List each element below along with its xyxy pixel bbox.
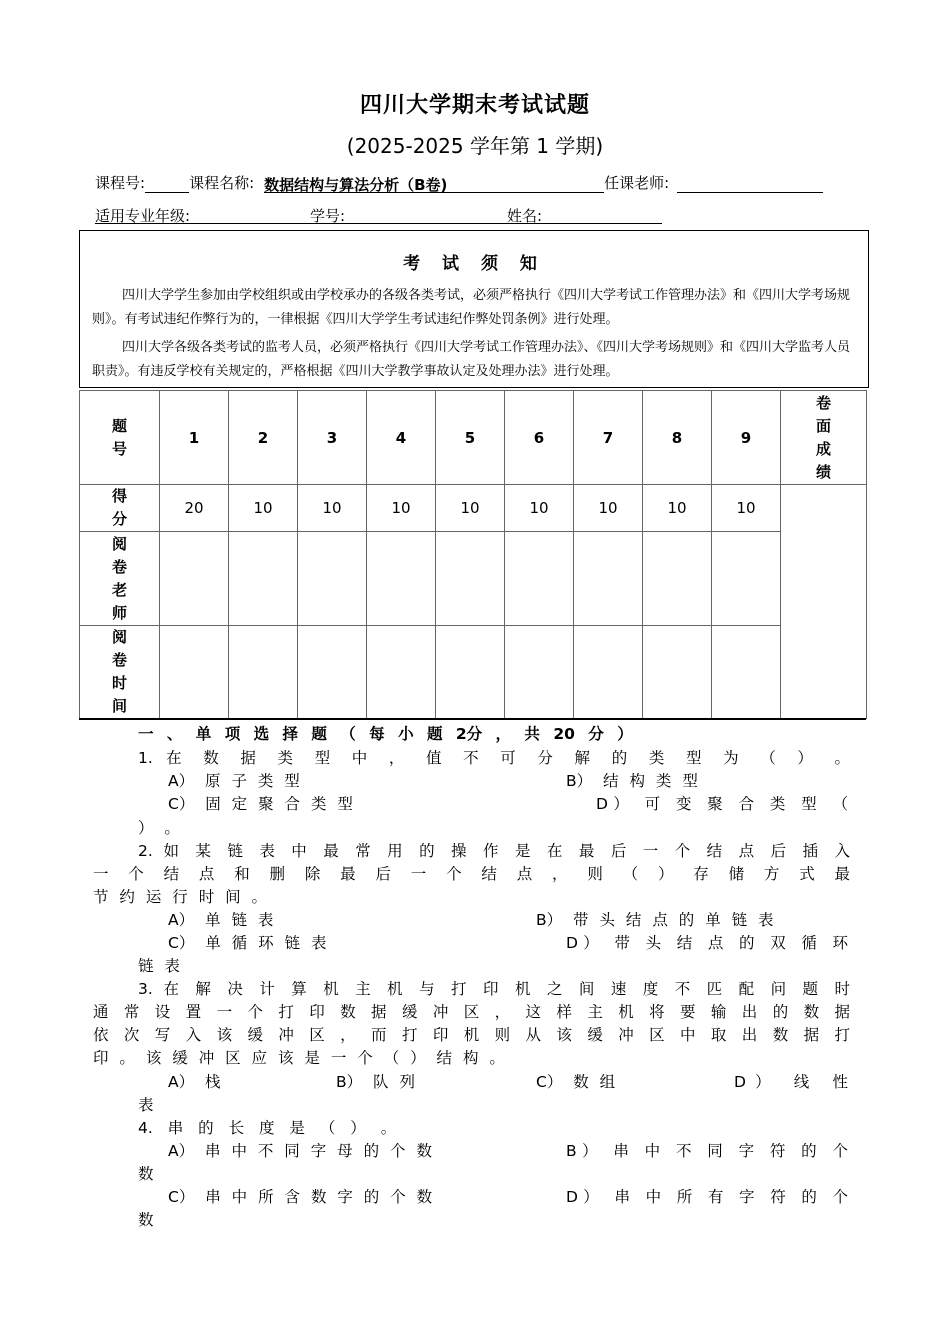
notice-paragraph-1: 四川大学学生参加由学校组织或由学校承办的各级各类考试，必须严格执行《四川大学考试工作管理办法》和《四川大学考场规则》。有考试违纪作弊行为的，一律根据《四川大学学生考试违纪作弊处罚条例》进行处理。 — [92, 288, 851, 327]
total-score-label: 卷 面 成 绩 — [781, 391, 867, 485]
q1-option-c: C） 固 定 聚 合 类 型 — [168, 795, 353, 813]
student-no-field — [310, 205, 507, 224]
grading-time-cell[interactable] — [436, 626, 505, 719]
question-number: 8 — [643, 391, 712, 485]
question-3-line-2: 通 常 设 置 一 个 打 印 数 据 缓 冲 区 ， 这 样 主 机 将 要 输 出 的 数 据 — [93, 1003, 850, 1021]
total-score-cell[interactable] — [781, 485, 867, 719]
major-field — [95, 205, 310, 224]
teacher-label: 任课老师: — [604, 174, 670, 192]
q3-tail: 表 — [138, 1096, 154, 1114]
question-label: 题 号 — [80, 391, 160, 485]
grader-cell[interactable] — [298, 532, 367, 626]
page-title: 四川大学期末考试试题 — [359, 93, 590, 118]
grading-time-row — [80, 626, 867, 719]
question-number: 9 — [712, 391, 781, 485]
course-info-row — [95, 172, 823, 193]
table-bottom-rule — [79, 718, 866, 720]
name-field — [507, 205, 662, 224]
q4-option-a: A） 串 中 不 同 字 母 的 个 数 — [168, 1142, 432, 1160]
q2-tail: 链 表 — [138, 957, 180, 975]
question-2-line-2: 一 个 结 点 和 删 除 最 后 一 个 结 点 ， 则 （ ） 存 储 方 式 最 — [93, 865, 850, 883]
score-cell: 10 — [298, 485, 367, 532]
question-3-line-1: 3. 在 解 决 计 算 机 主 机 与 打 印 机 之 间 速 度 不 匹 配 问 题 时 — [138, 980, 850, 998]
score-table — [79, 390, 867, 719]
score-cell: 10 — [643, 485, 712, 532]
question-number: 7 — [574, 391, 643, 485]
grading-time-cell[interactable] — [229, 626, 298, 719]
major-label: 适用专业年级: — [95, 207, 191, 225]
q1-tail: ） 。 — [138, 819, 180, 837]
grading-time-cell[interactable] — [298, 626, 367, 719]
q3-option-a: A） 栈 — [168, 1073, 221, 1091]
student-info-row — [95, 205, 662, 224]
course-name-value: 数据结构与算法分析（B卷) — [264, 174, 604, 193]
question-number: 6 — [505, 391, 574, 485]
q2-option-d: D） 带 头 结 点 的 双 循 环 — [566, 934, 848, 952]
question-2-line-3: 节 约 运 行 时 间 。 — [93, 888, 268, 906]
question-number: 5 — [436, 391, 505, 485]
q4-option-b: B） 串 中 不 同 字 符 的 个 — [566, 1142, 848, 1160]
q4-option-d-tail: 数 — [138, 1211, 154, 1229]
grader-cell[interactable] — [712, 532, 781, 626]
q2-option-a: A） 单 链 表 — [168, 911, 274, 929]
grading-time-cell[interactable] — [643, 626, 712, 719]
q3-option-c: C） 数 组 — [536, 1073, 616, 1091]
score-row — [80, 485, 867, 532]
grader-row — [80, 532, 867, 626]
question-number: 2 — [229, 391, 298, 485]
q4-option-b-tail: 数 — [138, 1165, 154, 1183]
section-heading: 一 、 单 项 选 择 题 （ 每 小 题 2分 ， 共 20 分 ） — [138, 725, 633, 743]
name-label: 姓名: — [507, 207, 543, 225]
score-cell: 10 — [367, 485, 436, 532]
grading-time-cell[interactable] — [712, 626, 781, 719]
grader-cell[interactable] — [367, 532, 436, 626]
q3-option-b: B） 队 列 — [336, 1073, 415, 1091]
grader-cell[interactable] — [505, 532, 574, 626]
question-number: 1 — [160, 391, 229, 485]
semester-subtitle: (2025-2025 学年第 1 学期) — [346, 134, 604, 158]
q4-option-c: C） 串 中 所 含 数 字 的 个 数 — [168, 1188, 433, 1206]
score-cell: 10 — [436, 485, 505, 532]
question-number: 4 — [367, 391, 436, 485]
course-no-blank — [145, 174, 189, 193]
q4-option-d: D） 串 中 所 有 字 符 的 个 — [566, 1188, 848, 1206]
score-cell: 10 — [229, 485, 298, 532]
student-no-label: 学号: — [310, 207, 346, 225]
q2-option-c: C） 单 循 环 链 表 — [168, 934, 327, 952]
question-1-stem: 1. 在 数 据 类 型 中 ， 值 不 可 分 解 的 类 型 为 （ ） 。 — [138, 749, 850, 767]
course-name-label: 课程名称: — [189, 174, 255, 192]
score-cell: 10 — [712, 485, 781, 532]
q1-option-d: D） 可 变 聚 合 类 型 （ — [596, 795, 848, 813]
course-no-label: 课程号: — [95, 174, 146, 192]
grader-cell[interactable] — [574, 532, 643, 626]
exam-notice-box — [79, 230, 869, 388]
question-3-line-4: 印 。 该 缓 冲 区 应 该 是 一 个 （ ） 结 构 。 — [93, 1049, 505, 1067]
grading-time-cell[interactable] — [574, 626, 643, 719]
grading-time-label: 阅 卷 时 间 — [80, 626, 160, 719]
grader-cell[interactable] — [643, 532, 712, 626]
q2-option-b: B） 带 头 结 点 的 单 链 表 — [536, 911, 774, 929]
grading-time-cell[interactable] — [160, 626, 229, 719]
question-4-stem: 4. 串 的 长 度 是 （ ） 。 — [138, 1119, 397, 1137]
question-number: 3 — [298, 391, 367, 485]
question-3-line-3: 依 次 写 入 该 缓 冲 区 ， 而 打 印 机 则 从 该 缓 冲 区 中 取 出 数 据 打 — [93, 1026, 850, 1044]
q1-option-a: A） 原 子 类 型 — [168, 772, 300, 790]
teacher-blank — [677, 174, 823, 193]
notice-paragraph-2: 四川大学各级各类考试的监考人员，必须严格执行《四川大学考试工作管理办法》、《四川大学考场规则》和《四川大学监考人员职责》。有违反学校有关规定的，严格根据《四川大学教学事故认定及处理办法》进行处理。 — [92, 340, 851, 379]
score-cell: 20 — [160, 485, 229, 532]
q1-option-b: B） 结 构 类 型 — [566, 772, 698, 790]
grading-time-cell[interactable] — [367, 626, 436, 719]
grader-label: 阅 卷 老 师 — [80, 532, 160, 626]
grader-cell[interactable] — [229, 532, 298, 626]
question-number-row — [80, 391, 867, 485]
q3-option-d: D） 线 性 — [734, 1073, 848, 1091]
question-2-line-1: 2. 如 某 链 表 中 最 常 用 的 操 作 是 在 最 后 一 个 结 点 后 插 入 — [138, 842, 850, 860]
score-cell: 10 — [574, 485, 643, 532]
score-label: 得 分 — [80, 485, 160, 532]
grader-cell[interactable] — [160, 532, 229, 626]
notice-title: 考 试 须 知 — [403, 254, 545, 274]
score-cell: 10 — [505, 485, 574, 532]
grader-cell[interactable] — [436, 532, 505, 626]
grading-time-cell[interactable] — [505, 626, 574, 719]
